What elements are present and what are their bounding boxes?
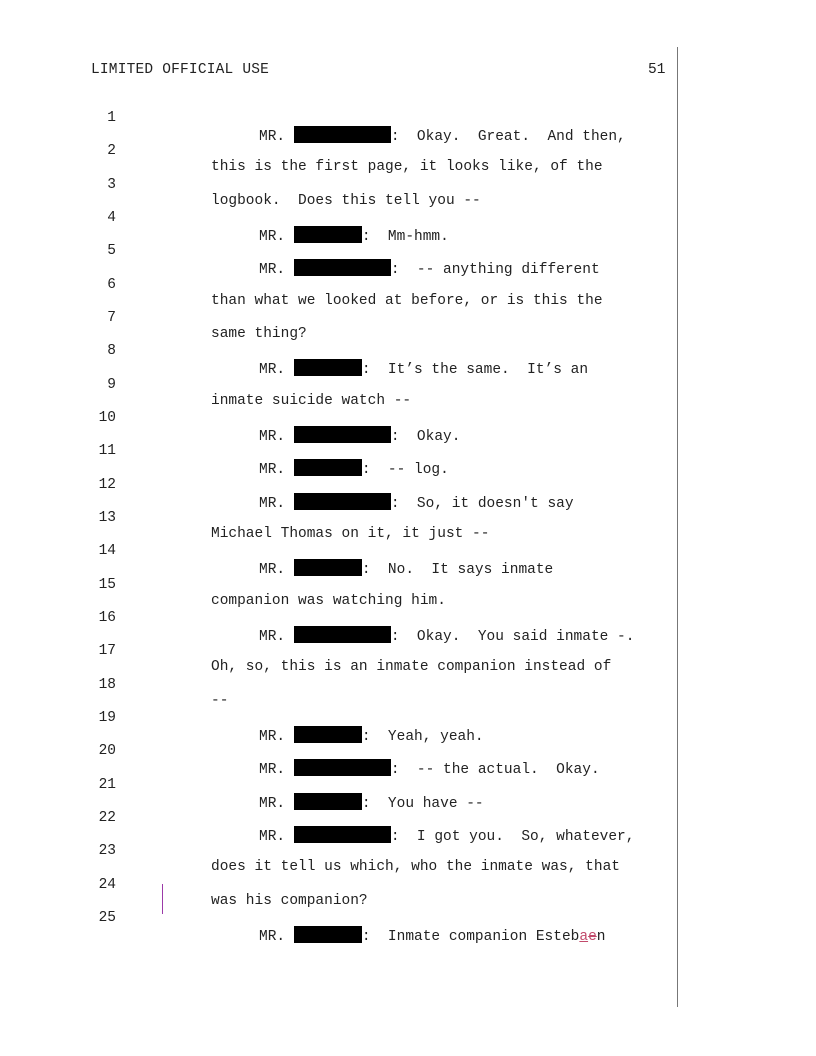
tracked-insertion: a <box>579 929 589 945</box>
line-number: 17 <box>98 643 116 659</box>
line-text: : -- anything different <box>390 262 600 278</box>
tracked-deletion: e <box>588 929 597 945</box>
line-text: : Yeah, yeah. <box>361 729 484 745</box>
speaker-prefix: MR. <box>259 562 286 578</box>
revision-change-bar <box>162 884 163 914</box>
redaction-box <box>294 559 362 576</box>
line-text-tail: n <box>596 929 606 945</box>
speaker-prefix: MR. <box>259 729 286 745</box>
transcript-line <box>0 661 229 709</box>
transcript-line <box>0 94 626 145</box>
transcript-line <box>0 861 368 909</box>
line-number: 25 <box>98 910 116 926</box>
redaction-box <box>294 493 391 510</box>
line-text: was his companion? <box>211 893 368 909</box>
line-text: : Inmate companion Esteb <box>361 929 580 945</box>
transcript-line <box>0 294 307 342</box>
line-number: 1 <box>107 110 116 126</box>
line-text: logbook. Does this tell you -- <box>211 193 481 209</box>
line-text: companion was watching him. <box>211 593 446 609</box>
speaker-prefix: MR. <box>259 229 286 245</box>
line-number: 6 <box>107 277 116 293</box>
line-number: 19 <box>98 710 116 726</box>
line-number: 4 <box>107 210 116 226</box>
speaker-prefix: MR. <box>259 829 286 845</box>
speaker-prefix: MR. <box>259 462 286 478</box>
redaction-box <box>294 259 391 276</box>
redaction-box <box>294 826 391 843</box>
line-number: 22 <box>98 810 116 826</box>
line-text: : Okay. <box>390 429 461 445</box>
redaction-box <box>294 126 391 143</box>
speaker-prefix: MR. <box>259 429 286 445</box>
speaker-prefix: MR. <box>259 629 286 645</box>
line-text: does it tell us which, who the inmate was, that <box>211 859 620 875</box>
line-number: 2 <box>107 143 116 159</box>
line-number: 20 <box>98 743 116 759</box>
redaction-box <box>294 793 362 810</box>
right-margin-rule <box>677 47 678 1007</box>
line-text: this is the first page, it looks like, of the <box>211 159 603 175</box>
speaker-prefix: MR. <box>259 129 286 145</box>
line-text: same thing? <box>211 326 307 342</box>
line-text: : Okay. Great. And then, <box>390 129 626 145</box>
redaction-box <box>294 226 362 243</box>
transcript-line <box>0 761 484 812</box>
line-number: 12 <box>98 477 116 493</box>
page-number: 51 <box>648 62 666 78</box>
line-number: 5 <box>107 243 116 259</box>
redaction-box <box>294 426 391 443</box>
line-text: : No. It says inmate <box>361 562 554 578</box>
line-number: 15 <box>98 577 116 593</box>
line-number: 18 <box>98 677 116 693</box>
redaction-box <box>294 626 391 643</box>
speaker-prefix: MR. <box>259 496 286 512</box>
redaction-box <box>294 759 391 776</box>
line-number: 21 <box>98 777 116 793</box>
line-text: : So, it doesn't say <box>390 496 574 512</box>
line-number: 16 <box>98 610 116 626</box>
redaction-box <box>294 359 362 376</box>
redaction-box <box>294 926 362 943</box>
line-number: 23 <box>98 843 116 859</box>
line-number: 7 <box>107 310 116 326</box>
speaker-prefix: MR. <box>259 262 286 278</box>
redaction-box <box>294 459 362 476</box>
line-text: : -- the actual. Okay. <box>390 762 600 778</box>
line-text: : You have -- <box>361 796 484 812</box>
redaction-box <box>294 726 362 743</box>
transcript-line <box>0 694 484 745</box>
line-text: : -- log. <box>361 462 449 478</box>
line-text: Oh, so, this is an inmate companion instead of <box>211 659 612 675</box>
line-text: : I got you. So, whatever, <box>390 829 635 845</box>
classification-header: LIMITED OFFICIAL USE <box>91 62 270 78</box>
line-number: 11 <box>98 443 116 459</box>
speaker-prefix: MR. <box>259 796 286 812</box>
line-number: 24 <box>98 877 116 893</box>
line-text: inmate suicide watch -- <box>211 393 412 409</box>
line-number: 10 <box>98 410 116 426</box>
line-text: than what we looked at before, or is this the <box>211 293 603 309</box>
line-number: 8 <box>107 343 116 359</box>
speaker-prefix: MR. <box>259 362 286 378</box>
speaker-prefix: MR. <box>259 762 286 778</box>
line-number: 14 <box>98 543 116 559</box>
line-text: : It’s the same. It’s an <box>361 362 589 378</box>
line-text: : Okay. You said inmate -. <box>390 629 635 645</box>
line-text: : Mm-hmm. <box>361 229 449 245</box>
line-number: 13 <box>98 510 116 526</box>
line-text: Michael Thomas on it, it just -- <box>211 526 490 542</box>
line-number: 3 <box>107 177 116 193</box>
line-number: 9 <box>107 377 116 393</box>
speaker-prefix: MR. <box>259 929 286 945</box>
line-text: -- <box>211 693 229 709</box>
